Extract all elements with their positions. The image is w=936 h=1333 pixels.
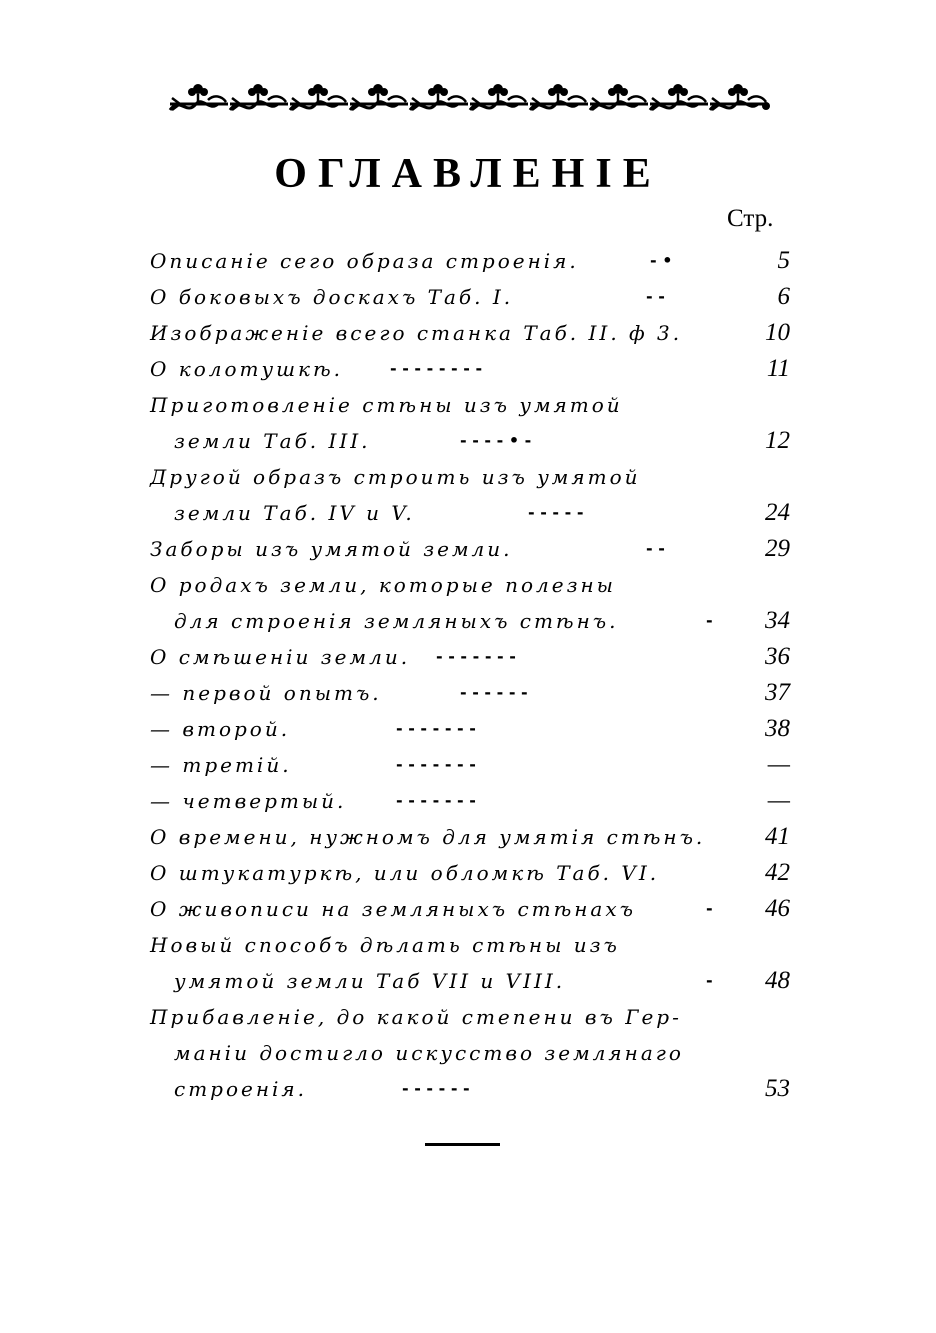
toc-entry-leader: - bbox=[706, 971, 713, 990]
toc-entry-text: Описанiе сего образа строенiя. bbox=[150, 249, 579, 273]
toc-entry bbox=[150, 495, 790, 531]
toc-entry-leader: - - - - - bbox=[528, 503, 584, 522]
toc-entry-leader: - - - - - - - bbox=[396, 755, 476, 774]
toc-entry-text: О времени, нужномъ для умятiя стѣнъ. bbox=[150, 825, 706, 849]
toc-entry bbox=[150, 603, 790, 639]
toc-entry-page: 41 bbox=[765, 823, 790, 850]
toc-entry bbox=[150, 927, 790, 963]
toc-entry-page: 53 bbox=[765, 1075, 790, 1102]
toc-entry bbox=[150, 819, 790, 855]
toc-entry-text: О родахъ земли, которые полезны bbox=[150, 573, 616, 597]
toc-entry-page: 46 bbox=[765, 895, 790, 922]
toc-entry-text: — второй. bbox=[150, 717, 291, 741]
toc-entry-page: 6 bbox=[777, 283, 790, 310]
toc-entry-leader: - • bbox=[650, 251, 673, 270]
toc-entry-page: 34 bbox=[765, 607, 790, 634]
toc-entry-page: 10 bbox=[765, 319, 790, 346]
toc-entry bbox=[150, 423, 790, 459]
toc-entry-page: 36 bbox=[765, 643, 790, 670]
toc-entry bbox=[150, 855, 790, 891]
page-column-label: Стр. bbox=[727, 205, 774, 232]
toc-entry-page: 24 bbox=[765, 499, 790, 526]
toc-entry bbox=[150, 783, 790, 819]
toc-entry-page: 48 bbox=[765, 967, 790, 994]
toc-entry-page: 5 bbox=[777, 247, 790, 274]
toc-entry-leader: - - - - - - - bbox=[396, 791, 476, 810]
toc-entry-leader: - bbox=[706, 611, 713, 630]
toc-entry-page: — bbox=[767, 787, 790, 814]
toc-entry-leader: - bbox=[706, 899, 713, 918]
toc-entry-text: Новый способъ дѣлать стѣны изъ bbox=[150, 933, 620, 957]
toc-entry-page: — bbox=[767, 751, 790, 778]
toc-entry-text: — первой опытъ. bbox=[150, 681, 382, 705]
toc-entry bbox=[150, 639, 790, 675]
toc-entry-text: — четвертый. bbox=[150, 789, 347, 813]
toc-entry-text: О смѣшенiи земли. bbox=[150, 645, 411, 669]
toc-entry bbox=[150, 279, 790, 315]
toc-entry bbox=[150, 1035, 790, 1071]
toc-entry-text: О живописи на земляныхъ стѣнахъ bbox=[150, 897, 636, 921]
toc-entry-text: Прибавленiе, до какой степени въ Гер- bbox=[150, 1005, 682, 1029]
toc-entry-page: 37 bbox=[765, 679, 790, 706]
toc-entry bbox=[150, 351, 790, 387]
toc-entry bbox=[150, 459, 790, 495]
toc-entry-text: Изображенiе всего станка Таб. II. ф 3. bbox=[150, 321, 683, 345]
closing-rule bbox=[425, 1143, 500, 1146]
toc-entry bbox=[150, 711, 790, 747]
toc-entry-page: 11 bbox=[766, 355, 790, 382]
toc-entry bbox=[150, 387, 790, 423]
toc-entry-leader: - - - - - - - bbox=[396, 719, 476, 738]
toc-entry-text: манiи достигло искусство землянаго bbox=[174, 1041, 684, 1065]
toc-entry bbox=[150, 891, 790, 927]
decorative-floral-border bbox=[168, 78, 770, 122]
toc-entry-text: для строенiя земляныхъ стѣнъ. bbox=[174, 609, 619, 633]
toc-entry-text: О боковыхъ доскахъ Таб. I. bbox=[150, 285, 514, 309]
toc-entry-text: Другой образъ строить изъ умятой bbox=[150, 465, 641, 489]
toc-entry-text: умятой земли Таб VII и VIII. bbox=[174, 969, 566, 993]
toc-entry-page: 38 bbox=[765, 715, 790, 742]
toc-entry-leader: - - - - - - - bbox=[436, 647, 516, 666]
table-of-contents bbox=[150, 243, 790, 1107]
toc-entry-text: О штукатуркѣ, или обломкѣ Таб. VI. bbox=[150, 861, 660, 885]
toc-entry-page: 12 bbox=[765, 427, 790, 454]
toc-entry-leader: - - bbox=[646, 539, 665, 558]
toc-entry-text: Приготовленiе стѣны изъ умятой bbox=[150, 393, 623, 417]
toc-entry-text: — третiй. bbox=[150, 753, 292, 777]
toc-entry-leader: - - - - • - bbox=[460, 431, 532, 450]
toc-entry-leader: - - - - - - bbox=[402, 1079, 470, 1098]
toc-entry bbox=[150, 675, 790, 711]
toc-entry-leader: - - - - - - - - bbox=[390, 359, 483, 378]
page-title: ОГЛАВЛЕНIЕ bbox=[274, 151, 662, 197]
toc-entry-page: 42 bbox=[765, 859, 790, 886]
toc-entry bbox=[150, 963, 790, 999]
toc-entry bbox=[150, 243, 790, 279]
toc-entry bbox=[150, 315, 790, 351]
toc-entry-text: О колотушкѣ. bbox=[150, 357, 343, 381]
toc-entry-leader: - - bbox=[646, 287, 665, 306]
toc-entry-text: земли Таб. IV и V. bbox=[174, 501, 415, 525]
toc-entry bbox=[150, 1071, 790, 1107]
toc-entry-page: 29 bbox=[765, 535, 790, 562]
toc-entry-text: земли Таб. III. bbox=[174, 429, 371, 453]
toc-entry-leader: - - - - - - bbox=[460, 683, 528, 702]
toc-entry bbox=[150, 531, 790, 567]
toc-entry bbox=[150, 567, 790, 603]
toc-entry-text: Заборы изъ умятой земли. bbox=[150, 537, 513, 561]
toc-entry bbox=[150, 747, 790, 783]
toc-entry-text: строенiя. bbox=[174, 1077, 308, 1101]
toc-entry bbox=[150, 999, 790, 1035]
